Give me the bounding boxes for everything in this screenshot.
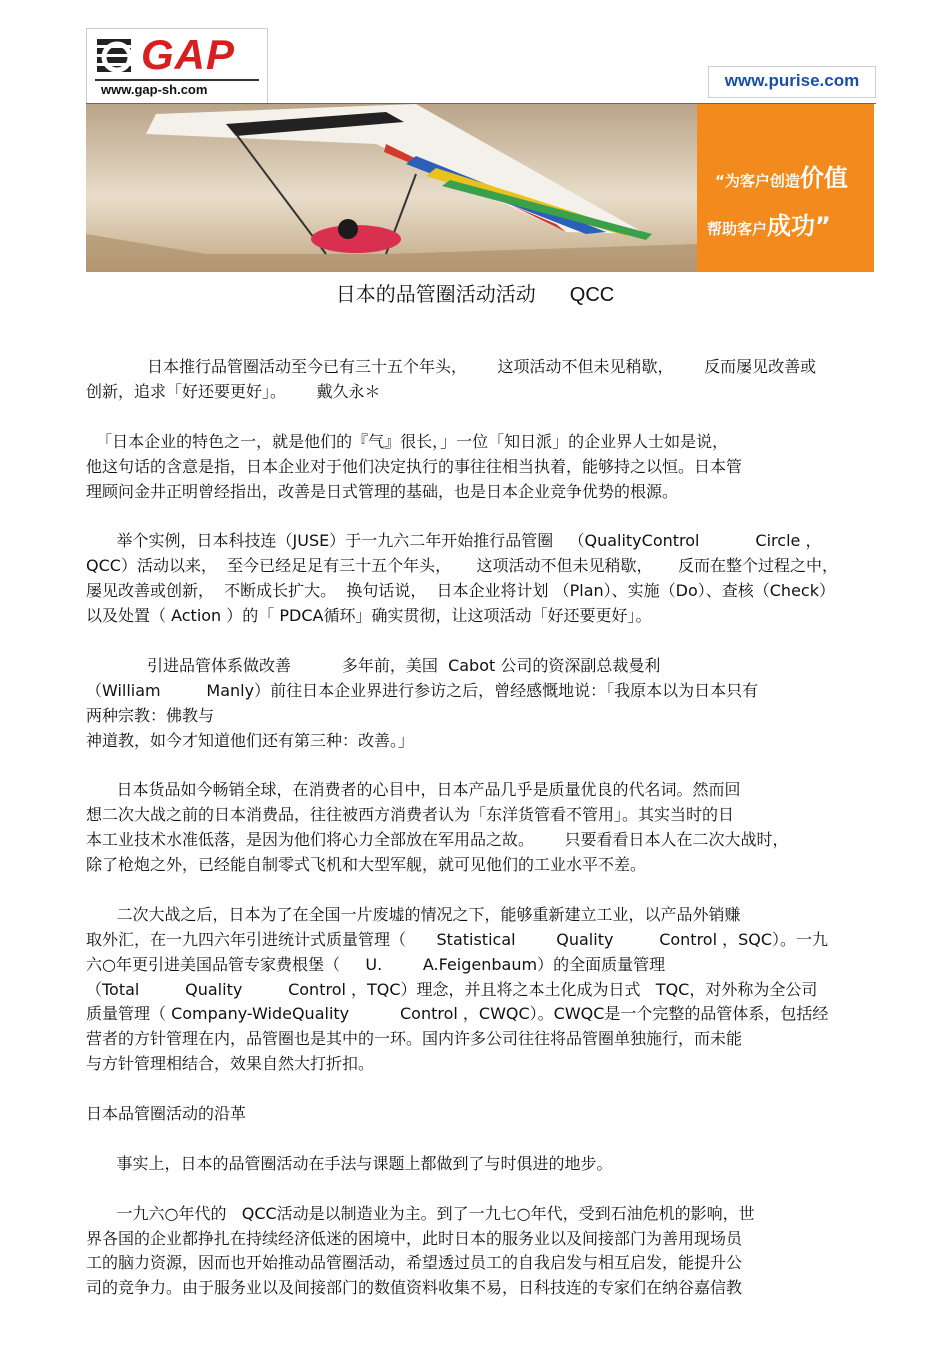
paragraph-line: 质量管理（ Company-WideQuality Control ，CWQC）。CWQC是一个完整的品管体系，包括经 xyxy=(86,1004,829,1024)
paragraph-line: 屡见改善或创新， 不断成长扩大。 换句话说， 日本企业将计划 （Plan）、实施（Do）、查核（Check） xyxy=(86,581,835,601)
logo-url: www.gap-sh.com xyxy=(101,82,208,97)
slogan-line-1: “为客户创造价值 xyxy=(715,164,848,192)
paragraph-line: 与方针管理相结合，效果自然大打折扣。 xyxy=(86,1054,375,1074)
paragraph-line: 营者的方针管理在内，品管圈也是其中的一环。国内许多公司往往将品管圈单独施行，而未能 xyxy=(86,1029,743,1049)
hang-glider-photo xyxy=(86,104,697,272)
paragraph-line: 事实上，日本的品管圈活动在手法与课题上都做到了与时俱进的地步。 xyxy=(86,1153,613,1173)
paragraph-line: 二次大战之后，日本为了在全国一片废墟的情况之下，能够重新建立工业，以产品外销赚 xyxy=(86,904,741,924)
paragraph-line: 六○年更引进美国品管专家费根堡（ U. A.Feigenbaum）的全面质量管理 xyxy=(86,954,666,974)
paragraph-line: 日本品管圈活动的沿革 xyxy=(86,1104,247,1123)
title-main: 日本的品管圈活动活动 xyxy=(335,282,536,306)
logo-divider xyxy=(95,79,259,81)
paragraph-line: （William Manly）前往日本企业界进行参访之后，曾经感慨地说：「我原本以为日本只有 xyxy=(86,680,759,700)
paragraph-line: 理顾问金井正明曾经指出，改善是日式管理的基础，也是日本企业竞争优势的根源。 xyxy=(86,481,679,501)
paragraph-line: 举个实例，日本科技连（JUSE）于一九六二年开始推行品管圈 （QualityControl Circle ， xyxy=(86,531,822,551)
paragraph-line: 想二次大战之前的日本消费品，往往被西方消费者认为「东洋货管看不管用」。其实当时的日 xyxy=(86,805,735,825)
paragraph-line: 「日本企业的特色之一，就是他们的『气』很长，」一位「知日派」的企业界人士如是说， xyxy=(86,431,729,451)
paragraph-line: 除了枪炮之外，已经能自制零式飞机和大型军舰，就可见他们的工业水平不差。 xyxy=(86,855,647,874)
page-title xyxy=(0,278,950,307)
paragraph-line: 日本货品如今畅销全球，在消费者的心目中，日本产品几乎是质量优良的代名词。然而回 xyxy=(86,780,741,800)
paragraph-line: （Total Quality Control ，TQC）理念，并且将之本土化成为日式 TQC，对外称为全公司 xyxy=(86,979,818,999)
paragraph-line: QCC）活动以来， 至今已经足足有三十五个年头， 这项活动不但未见稍歇， 反而在整个过程之中， xyxy=(86,556,838,576)
paragraph-line: 工的脑力资源，因而也开始推动品管圈活动，希望透过员工的自我启发与相互启发，能提升公 xyxy=(86,1253,743,1273)
paragraph-line: 取外汇，在一九四六年引进统计式质量管理（ Statistical Quality Control ，SQC）。一九 xyxy=(86,929,829,949)
paragraph-line: 引进品管体系做改善 多年前，美国 Cabot 公司的资深副总裁曼利 xyxy=(86,655,661,675)
paragraph-line: 两种宗教：佛教与 xyxy=(86,705,215,725)
slogan-line-2: 帮助客户成功” xyxy=(707,212,831,240)
paragraph-line: 一九六○年代的 QCC活动是以制造业为主。到了一九七○年代，受到石油危机的影响，世 xyxy=(86,1203,755,1223)
paragraph-line: 司的竞争力。由于服务业以及间接部门的数值资料收集不易，日科技连的专家们在纳谷嘉信教 xyxy=(86,1278,743,1298)
logo-wordmark: GAP xyxy=(141,31,236,78)
gap-logo[interactable] xyxy=(86,28,268,105)
paragraph-line: 日本推行品管圈活动至今已有三十五个年头， 这项活动不但未见稍歇， 反而屡见改善或 xyxy=(86,357,817,376)
paragraph-line: 他这句话的含意是指，日本企业对于他们决定执行的事往往相当执着，能够持之以恒。日本管 xyxy=(86,456,743,476)
paragraph-line: 创新，追求「好还要更好」。 戴久永＊ xyxy=(86,381,381,401)
title-tail: QCC xyxy=(569,284,615,306)
paragraph-line: 以及处置（ Action ）的「 PDCA循环」确实贯彻，让这项活动「好还要更好」。 xyxy=(86,606,652,625)
paragraph-line: 神道教，如今才知道他们还有第三种：改善。」 xyxy=(86,730,415,750)
gap-logo-icon xyxy=(95,35,135,79)
paragraph-line: 界各国的企业都挣扎在持续经济低迷的困境中，此时日本的服务业以及间接部门为善用现场员 xyxy=(86,1228,743,1248)
slogan-panel xyxy=(697,104,874,272)
site-url-link[interactable]: www.purise.com xyxy=(708,66,876,98)
paragraph-line: 本工业技术水准低落，是因为他们将心力全部放在军用品之故。 只要看看日本人在二次大战时， xyxy=(86,830,789,850)
banner xyxy=(86,104,874,272)
